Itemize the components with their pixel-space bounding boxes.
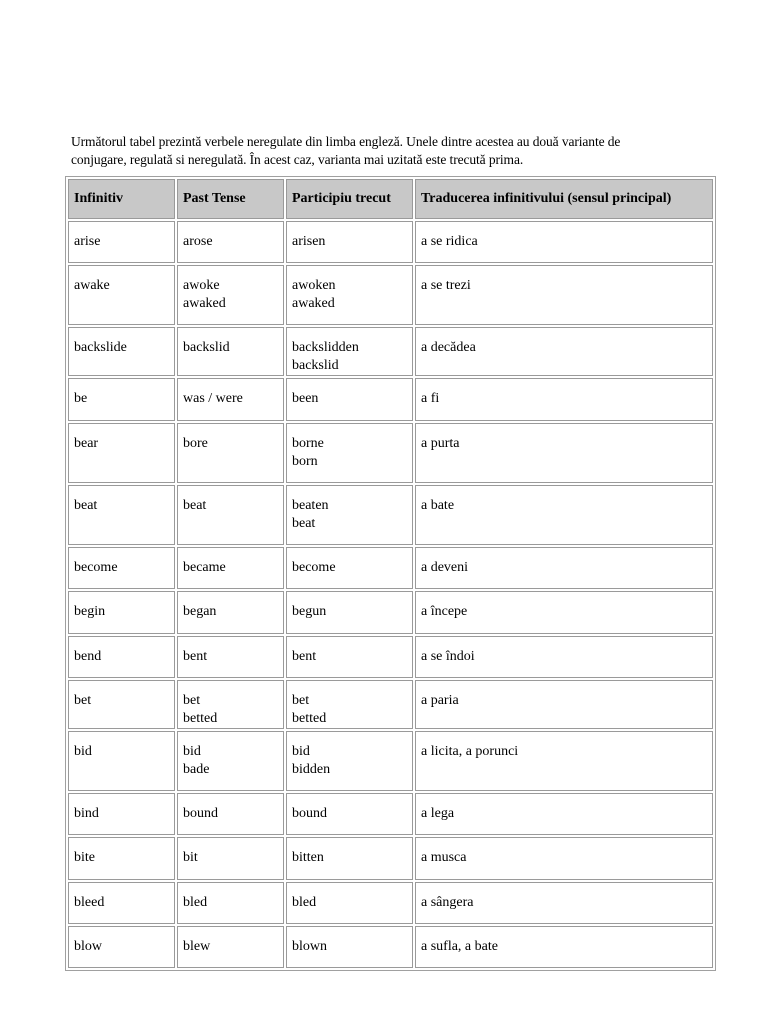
cell-past-participle (286, 837, 413, 880)
cell-past-participle-line: bled (292, 895, 317, 910)
cell-past-tense (177, 926, 284, 968)
cell-translation: a paria (415, 680, 713, 729)
table-row (68, 221, 713, 263)
table-row (68, 837, 713, 880)
cell-translation: a lega (415, 793, 713, 835)
cell-past-participle-line: betted (292, 711, 327, 726)
cell-translation: a se îndoi (415, 636, 713, 678)
cell-past-tense-line: became (183, 560, 226, 575)
header-past-tense: Past Tense (177, 179, 284, 219)
cell-past-participle-line: bent (292, 649, 317, 664)
table-row (68, 680, 713, 729)
cell-translation: a purta (415, 423, 713, 483)
cell-past-participle-line: bet (292, 693, 310, 708)
cell-past-tense-line: awoke (183, 278, 220, 293)
cell-infinitive: awake (68, 265, 175, 325)
cell-translation: a începe (415, 591, 713, 634)
cell-past-participle-line: awaked (292, 296, 335, 311)
cell-past-tense (177, 327, 284, 376)
cell-past-tense-line: bet (183, 693, 201, 708)
cell-past-participle (286, 793, 413, 835)
table-row (68, 485, 713, 545)
table-row (68, 636, 713, 678)
cell-past-tense-line: beat (183, 498, 207, 513)
cell-infinitive: bind (68, 793, 175, 835)
cell-past-participle (286, 680, 413, 729)
cell-past-participle (286, 882, 413, 924)
cell-past-participle-line: arisen (292, 234, 326, 249)
cell-past-participle-line: been (292, 391, 319, 406)
table-row (68, 926, 713, 968)
cell-infinitive: bleed (68, 882, 175, 924)
intro-line-1: Următorul tabel prezintă verbele neregulate din limba engleză. Unele dintre acestea au două variante de (71, 134, 621, 149)
cell-infinitive: backslide (68, 327, 175, 376)
cell-translation: a musca (415, 837, 713, 880)
cell-past-participle-line: become (292, 560, 336, 575)
cell-past-tense-line: blew (183, 939, 211, 954)
cell-past-tense (177, 731, 284, 791)
cell-past-participle (286, 591, 413, 634)
cell-past-tense (177, 547, 284, 589)
cell-translation: a deveni (415, 547, 713, 589)
cell-infinitive: bite (68, 837, 175, 880)
cell-infinitive: beat (68, 485, 175, 545)
header-infinitive: Infinitiv (68, 179, 175, 219)
cell-infinitive: bid (68, 731, 175, 791)
cell-past-tense-line: arose (183, 234, 213, 249)
cell-past-participle (286, 423, 413, 483)
header-translation: Traducerea infinitivului (sensul principal) (415, 179, 713, 219)
cell-past-participle (286, 636, 413, 678)
cell-past-participle-line: backslid (292, 358, 339, 373)
cell-past-participle-line: borne (292, 436, 324, 451)
table-row (68, 327, 713, 376)
cell-past-tense-line: bade (183, 762, 210, 777)
cell-past-participle (286, 221, 413, 263)
cell-past-tense (177, 221, 284, 263)
cell-infinitive: become (68, 547, 175, 589)
cell-past-tense (177, 837, 284, 880)
irregular-verbs-table (65, 176, 716, 971)
cell-past-participle (286, 327, 413, 376)
cell-past-tense-line: began (183, 604, 217, 619)
cell-past-tense-line: bore (183, 436, 208, 451)
cell-past-tense-line: betted (183, 711, 218, 726)
cell-translation: a decădea (415, 327, 713, 376)
cell-past-participle (286, 547, 413, 589)
cell-infinitive: be (68, 378, 175, 421)
cell-past-participle-line: bidden (292, 762, 331, 777)
cell-past-tense (177, 423, 284, 483)
cell-past-tense (177, 636, 284, 678)
cell-past-participle-line: backslidden (292, 340, 359, 355)
cell-past-participle (286, 485, 413, 545)
table-row (68, 423, 713, 483)
cell-past-tense (177, 591, 284, 634)
intro-paragraph (71, 133, 711, 169)
cell-past-participle-line: beat (292, 516, 316, 531)
cell-past-participle-line: bound (292, 806, 327, 821)
cell-past-participle-line: begun (292, 604, 327, 619)
cell-past-participle (286, 926, 413, 968)
cell-past-tense-line: bound (183, 806, 218, 821)
cell-past-tense (177, 485, 284, 545)
cell-translation: a bate (415, 485, 713, 545)
cell-past-tense-line: bit (183, 850, 198, 865)
cell-past-participle (286, 265, 413, 325)
cell-past-tense (177, 680, 284, 729)
table-body (68, 221, 713, 968)
cell-past-tense (177, 378, 284, 421)
cell-past-participle (286, 731, 413, 791)
cell-past-tense (177, 882, 284, 924)
cell-past-participle-line: bitten (292, 850, 324, 865)
header-past-participle: Participiu trecut (286, 179, 413, 219)
table-row (68, 378, 713, 421)
cell-translation: a se trezi (415, 265, 713, 325)
cell-past-tense-line: was / were (183, 391, 243, 406)
table-row (68, 793, 713, 835)
table-row (68, 265, 713, 325)
cell-past-tense (177, 793, 284, 835)
cell-translation: a sufla, a bate (415, 926, 713, 968)
cell-infinitive: bet (68, 680, 175, 729)
cell-past-participle (286, 378, 413, 421)
cell-past-tense-line: bent (183, 649, 208, 664)
table-row (68, 882, 713, 924)
intro-line-2: conjugare, regulată si neregulată. În acest caz, varianta mai uzitată este trecută prima. (71, 152, 524, 167)
cell-past-tense-line: awaked (183, 296, 226, 311)
cell-translation: a fi (415, 378, 713, 421)
cell-past-participle-line: blown (292, 939, 327, 954)
cell-translation: a licita, a porunci (415, 731, 713, 791)
table-header-row (68, 179, 713, 219)
cell-infinitive: bear (68, 423, 175, 483)
table-row (68, 731, 713, 791)
cell-past-tense (177, 265, 284, 325)
cell-past-participle-line: beaten (292, 498, 329, 513)
cell-infinitive: blow (68, 926, 175, 968)
cell-past-participle-line: awoken (292, 278, 336, 293)
table-row (68, 547, 713, 589)
cell-infinitive: arise (68, 221, 175, 263)
cell-past-participle-line: bid (292, 744, 310, 759)
cell-past-participle-line: born (292, 454, 318, 469)
cell-past-tense-line: bid (183, 744, 201, 759)
cell-translation: a se ridica (415, 221, 713, 263)
cell-infinitive: begin (68, 591, 175, 634)
cell-past-tense-line: bled (183, 895, 208, 910)
cell-translation: a sângera (415, 882, 713, 924)
cell-infinitive: bend (68, 636, 175, 678)
cell-past-tense-line: backslid (183, 340, 230, 355)
table-row (68, 591, 713, 634)
